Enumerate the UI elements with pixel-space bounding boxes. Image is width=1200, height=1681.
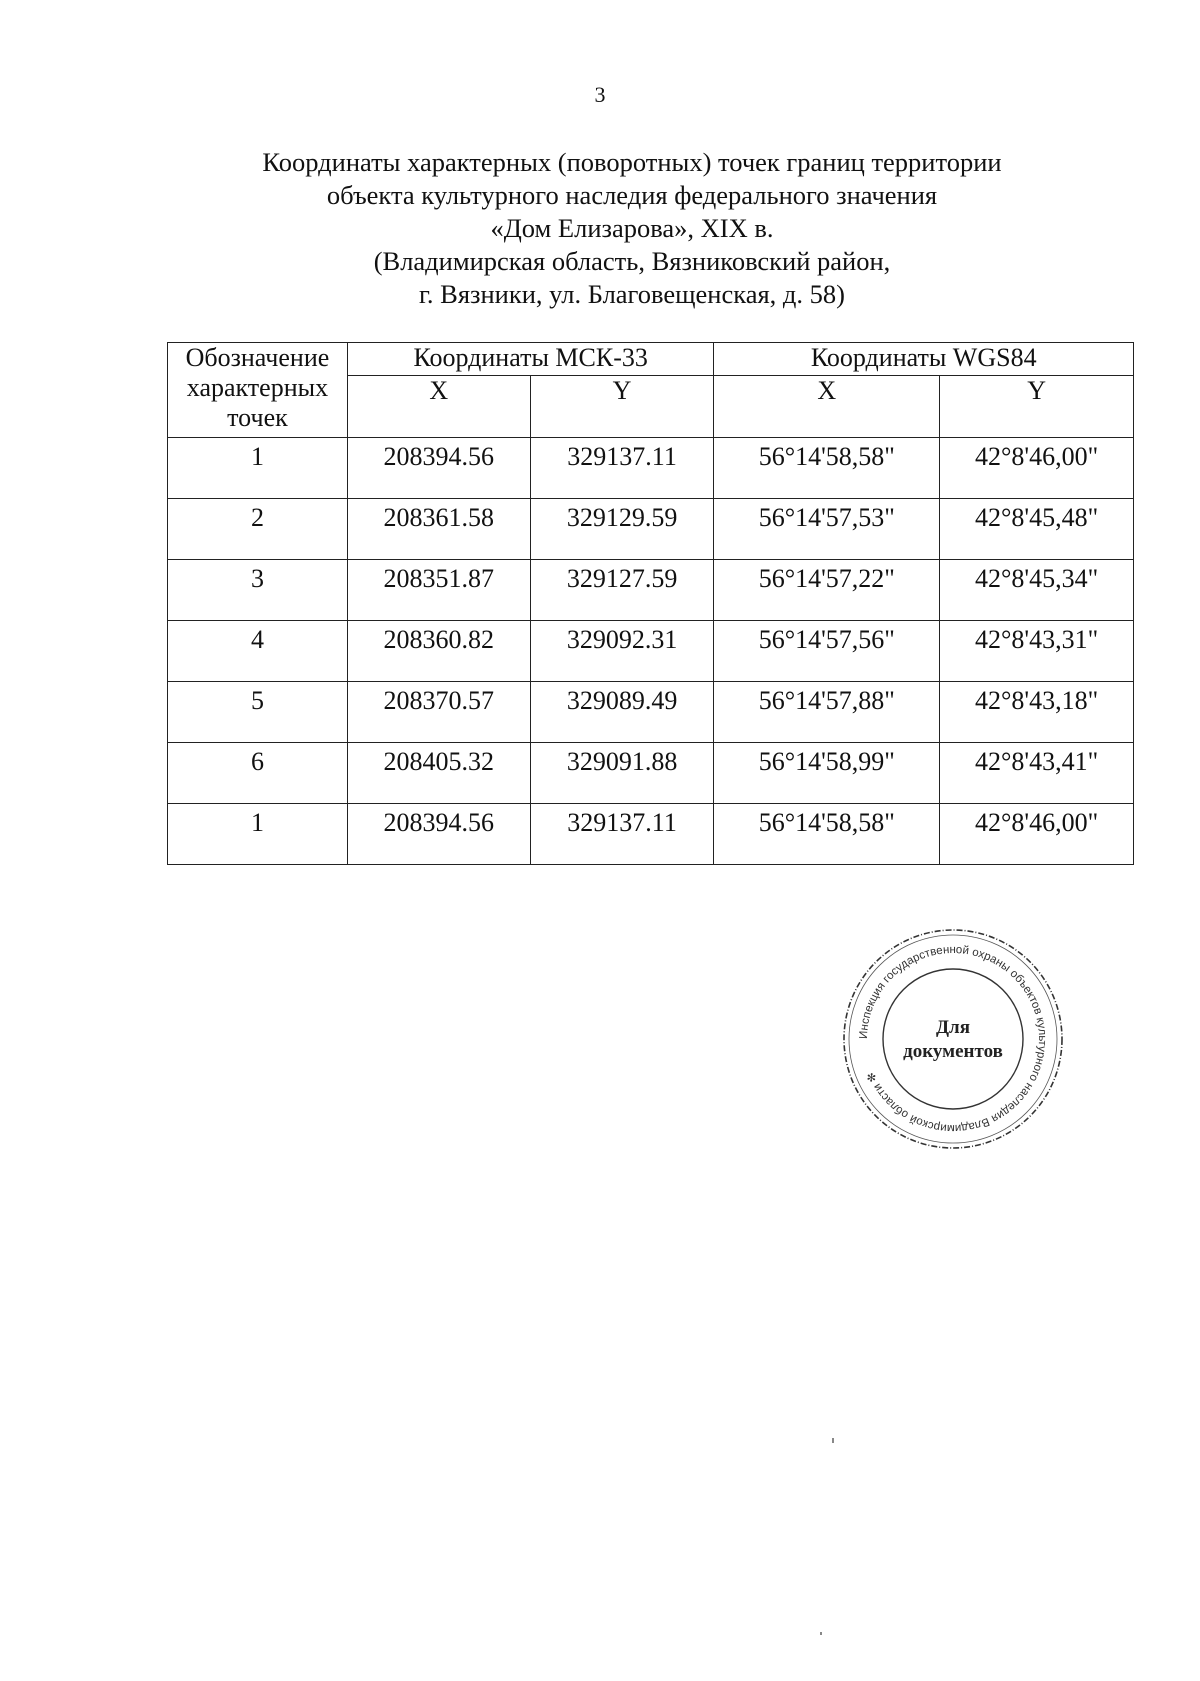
page-number: 3 bbox=[594, 82, 606, 107]
table-row bbox=[168, 682, 1134, 743]
wgs-x-cell: 56°14'57,53" bbox=[714, 499, 940, 560]
wgs-x-cell: 56°14'58,58" bbox=[714, 438, 940, 499]
point-designation-header bbox=[168, 343, 348, 438]
msk-x-cell: 208394.56 bbox=[347, 438, 530, 499]
msk-x-cell: 208351.87 bbox=[347, 560, 530, 621]
msk-y-header: Y bbox=[530, 376, 714, 438]
table-header-row bbox=[168, 343, 1134, 376]
document-title bbox=[150, 146, 1114, 311]
msk-y-cell: 329129.59 bbox=[530, 499, 714, 560]
coordinates-table bbox=[167, 342, 1134, 865]
wgs-y-cell: 42°8'45,34" bbox=[940, 560, 1134, 621]
table-row bbox=[168, 499, 1134, 560]
table-row bbox=[168, 743, 1134, 804]
wgs-x-cell: 56°14'58,58" bbox=[714, 804, 940, 865]
msk-y-cell: 329092.31 bbox=[530, 621, 714, 682]
msk-y-cell: 329091.88 bbox=[530, 743, 714, 804]
msk-y-cell: 329137.11 bbox=[530, 804, 714, 865]
msk-y-cell: 329137.11 bbox=[530, 438, 714, 499]
msk-33-group-header: Координаты МСК-33 bbox=[347, 343, 714, 376]
title-line: «Дом Елизарова», XIX в. bbox=[490, 213, 774, 243]
msk-x-cell: 208405.32 bbox=[347, 743, 530, 804]
stamp-center-line: документов bbox=[903, 1041, 1003, 1062]
point-cell: 3 bbox=[168, 560, 348, 621]
header-line: Обозначение bbox=[185, 343, 330, 372]
wgs-x-cell: 56°14'57,22" bbox=[714, 560, 940, 621]
official-stamp bbox=[835, 921, 1071, 1157]
wgs-y-cell: 42°8'45,48" bbox=[940, 499, 1134, 560]
title-line: Координаты характерных (поворотных) точек границ территории bbox=[262, 147, 1002, 177]
scan-speck bbox=[832, 1438, 834, 1443]
table-row bbox=[168, 560, 1134, 621]
table-row bbox=[168, 621, 1134, 682]
point-cell: 5 bbox=[168, 682, 348, 743]
msk-x-header: X bbox=[347, 376, 530, 438]
wgs-x-header: X bbox=[714, 376, 940, 438]
msk-y-cell: 329127.59 bbox=[530, 560, 714, 621]
wgs-y-cell: 42°8'43,41" bbox=[940, 743, 1134, 804]
stamp-outer-ring bbox=[844, 930, 1062, 1148]
wgs84-group-header: Координаты WGS84 bbox=[714, 343, 1134, 376]
point-cell: 4 bbox=[168, 621, 348, 682]
msk-x-cell: 208370.57 bbox=[347, 682, 530, 743]
title-line: г. Вязники, ул. Благовещенская, д. 58) bbox=[419, 279, 845, 309]
table-row bbox=[168, 804, 1134, 865]
wgs-y-cell: 42°8'46,00" bbox=[940, 804, 1134, 865]
title-line: объекта культурного наследия федерального значения bbox=[326, 180, 938, 210]
msk-x-cell: 208360.82 bbox=[347, 621, 530, 682]
stamp-center-line: Для bbox=[935, 1017, 971, 1038]
point-cell: 2 bbox=[168, 499, 348, 560]
wgs-x-cell: 56°14'57,56" bbox=[714, 621, 940, 682]
table-row bbox=[168, 438, 1134, 499]
msk-y-cell: 329089.49 bbox=[530, 682, 714, 743]
msk-x-cell: 208394.56 bbox=[347, 804, 530, 865]
point-cell: 1 bbox=[168, 438, 348, 499]
wgs-x-cell: 56°14'58,99" bbox=[714, 743, 940, 804]
wgs-y-cell: 42°8'46,00" bbox=[940, 438, 1134, 499]
title-line: (Владимирская область, Вязниковский район, bbox=[373, 246, 891, 276]
point-cell: 6 bbox=[168, 743, 348, 804]
stamp-ring-text: Инспекция государственной охраны объектов культурного наследия Владимирской области ✻ bbox=[857, 943, 1049, 1135]
stamp-inner-ring bbox=[883, 969, 1023, 1109]
wgs-y-cell: 42°8'43,31" bbox=[940, 621, 1134, 682]
wgs-y-header: Y bbox=[940, 376, 1134, 438]
wgs-x-cell: 56°14'57,88" bbox=[714, 682, 940, 743]
header-line: точек bbox=[227, 403, 288, 432]
stamp-outer-ring-inner bbox=[849, 935, 1057, 1143]
scan-speck bbox=[820, 1632, 822, 1635]
point-cell: 1 bbox=[168, 804, 348, 865]
msk-x-cell: 208361.58 bbox=[347, 499, 530, 560]
wgs-y-cell: 42°8'43,18" bbox=[940, 682, 1134, 743]
header-line: характерных bbox=[186, 373, 329, 402]
